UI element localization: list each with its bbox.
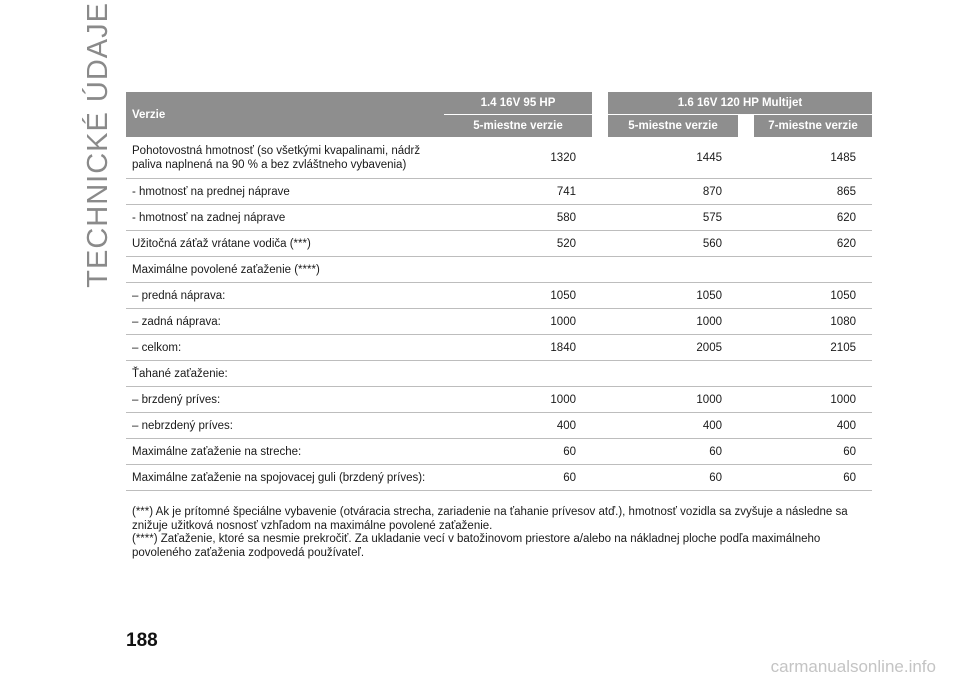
row-value-2: 2005 bbox=[608, 335, 738, 361]
row-value-3: 1485 bbox=[754, 137, 872, 179]
row-value-1 bbox=[444, 257, 592, 283]
row-label: – nebrzdený príves: bbox=[126, 413, 444, 439]
row-value-2: 870 bbox=[608, 179, 738, 205]
table-row bbox=[126, 179, 872, 205]
row-label: Ťahané zaťaženie: bbox=[126, 361, 444, 387]
table-row bbox=[126, 137, 872, 179]
row-label: Maximálne zaťaženie na streche: bbox=[126, 439, 444, 465]
row-value-1: 60 bbox=[444, 439, 592, 465]
table-row bbox=[126, 231, 872, 257]
table-row bbox=[126, 465, 872, 491]
page-number: 188 bbox=[126, 630, 158, 651]
row-label: Maximálne zaťaženie na spojovacej guli (brzdený príves): bbox=[126, 465, 444, 491]
row-value-1: 400 bbox=[444, 413, 592, 439]
table-row bbox=[126, 413, 872, 439]
header-engine-2: 1.6 16V 120 HP Multijet bbox=[608, 92, 872, 114]
row-value-2 bbox=[608, 257, 738, 283]
row-value-2: 400 bbox=[608, 413, 738, 439]
row-value-1: 580 bbox=[444, 205, 592, 231]
table-row bbox=[126, 361, 872, 387]
row-label: Užitočná záťaž vrátane vodiča (***) bbox=[126, 231, 444, 257]
row-value-2: 1000 bbox=[608, 309, 738, 335]
section-title bbox=[78, 2, 118, 288]
row-value-1: 1050 bbox=[444, 283, 592, 309]
header-version-3: 7-miestne verzie bbox=[754, 114, 872, 137]
row-value-1: 741 bbox=[444, 179, 592, 205]
table-row bbox=[126, 205, 872, 231]
table-row bbox=[126, 283, 872, 309]
row-value-1: 1000 bbox=[444, 309, 592, 335]
header-row-engines bbox=[126, 92, 872, 114]
row-label: Maximálne povolené zaťaženie (****) bbox=[126, 257, 444, 283]
footnote-triple-star: (***) Ak je prítomné špeciálne vybavenie (otváracia strecha, zariadenie na ťahanie prívesov atď.), hmotnosť vozidla sa zvyšuje a následne sa znižuje užitková nosnosť vzhľadom na maximálne povolené zaťaženie. bbox=[132, 506, 848, 532]
row-value-2: 1000 bbox=[608, 387, 738, 413]
row-value-2: 575 bbox=[608, 205, 738, 231]
row-value-3: 1080 bbox=[754, 309, 872, 335]
row-value-3: 1000 bbox=[754, 387, 872, 413]
table-row bbox=[126, 387, 872, 413]
header-version-2: 5-miestne verzie bbox=[608, 114, 738, 137]
row-value-2: 1050 bbox=[608, 283, 738, 309]
row-value-1 bbox=[444, 361, 592, 387]
header-engine-1: 1.4 16V 95 HP bbox=[444, 92, 592, 114]
table-row bbox=[126, 335, 872, 361]
row-value-3 bbox=[754, 257, 872, 283]
row-value-3: 60 bbox=[754, 465, 872, 491]
watermark: carmanualsonline.info bbox=[770, 657, 936, 676]
footnote-quad-star: (****) Zaťaženie, ktoré sa nesmie prekročiť. Za ukladanie vecí v batožinovom priestore a/alebo na nákladnej ploche podľa maximálneho povoleného zaťaženia zodpovedá používateľ. bbox=[132, 533, 821, 559]
weights-table bbox=[126, 92, 872, 491]
header-versions-label: Verzie bbox=[126, 92, 444, 137]
row-value-3 bbox=[754, 361, 872, 387]
row-value-1: 1320 bbox=[444, 137, 592, 179]
table-row bbox=[126, 439, 872, 465]
row-value-2: 1445 bbox=[608, 137, 738, 179]
row-value-3: 620 bbox=[754, 205, 872, 231]
table-body bbox=[126, 137, 872, 491]
row-label: – celkom: bbox=[126, 335, 444, 361]
row-label: - hmotnosť na zadnej náprave bbox=[126, 205, 444, 231]
row-label: Pohotovostná hmotnosť (so všetkými kvapalinami, nádrž paliva naplnená na 90 % a bez zvláštneho vybavenia) bbox=[126, 137, 444, 179]
row-value-3: 2105 bbox=[754, 335, 872, 361]
row-value-1: 1000 bbox=[444, 387, 592, 413]
row-value-1: 1840 bbox=[444, 335, 592, 361]
row-value-2: 60 bbox=[608, 465, 738, 491]
table-row bbox=[126, 309, 872, 335]
row-value-2: 60 bbox=[608, 439, 738, 465]
row-value-3: 400 bbox=[754, 413, 872, 439]
row-label: – brzdený príves: bbox=[126, 387, 444, 413]
row-value-3: 620 bbox=[754, 231, 872, 257]
row-label: - hmotnosť na prednej náprave bbox=[126, 179, 444, 205]
section-title-text: TECHNICKÉ ÚDAJE bbox=[81, 2, 114, 288]
row-value-3: 60 bbox=[754, 439, 872, 465]
row-value-2 bbox=[608, 361, 738, 387]
row-label: – predná náprava: bbox=[126, 283, 444, 309]
table-row bbox=[126, 257, 872, 283]
row-value-3: 865 bbox=[754, 179, 872, 205]
footnotes bbox=[132, 506, 872, 560]
header-version-1: 5-miestne verzie bbox=[444, 114, 592, 137]
row-value-1: 60 bbox=[444, 465, 592, 491]
row-value-1: 520 bbox=[444, 231, 592, 257]
row-value-2: 560 bbox=[608, 231, 738, 257]
row-label: – zadná náprava: bbox=[126, 309, 444, 335]
row-value-3: 1050 bbox=[754, 283, 872, 309]
